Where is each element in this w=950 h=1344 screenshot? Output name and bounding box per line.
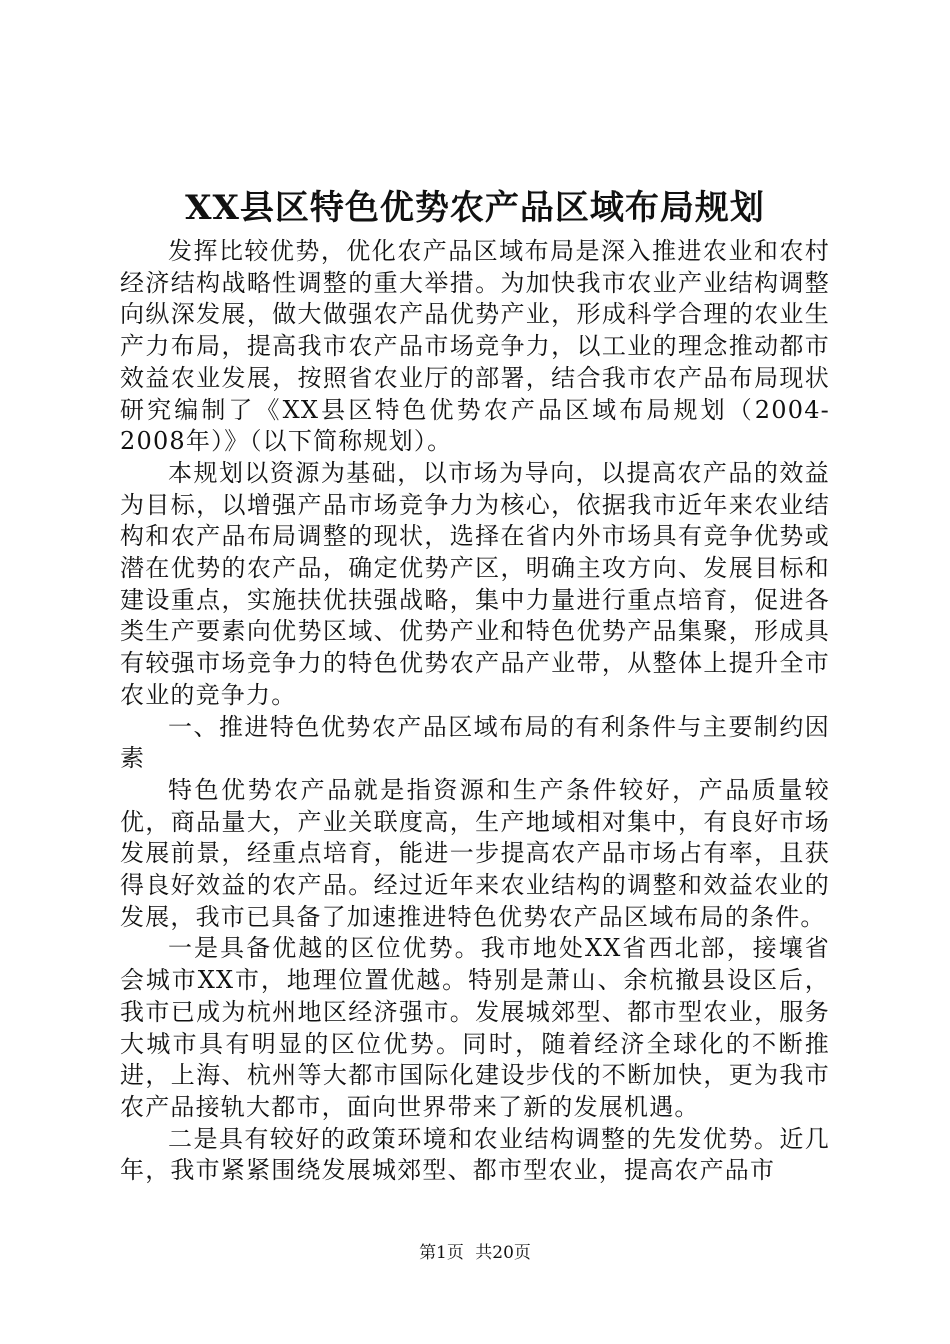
paragraph-location-advantage: 一是具备优越的区位优势。我市地处XX省西北部，接壤省会城市XX市，地理位置优越。特别是萧山、余杭撤县设区后，我市已成为杭州地区经济强市。发展城郊型、都市型农业，服务大城市具有明显的区位优势。同时，随着经济全球化的不断推进，上海、杭州等大都市国际化建设步伐的不断加快，更为我市农产品接轨大都市，面向世界带来了新的发展机遇。 (120, 934, 830, 1121)
paragraph-definition: 特色优势农产品就是指资源和生产条件较好，产品质量较优，商品量大，产业关联度高，生产地域相对集中，有良好市场发展前景，经重点培育，能进一步提高农产品市场占有率，且获得良好效益的农产品。经过近年来农业结构的调整和效益农业的发展，我市已具备了加速推进特色优势农产品区域布局的条件。 (120, 775, 830, 931)
page-footer (0, 1241, 950, 1265)
document-body (120, 236, 830, 1187)
page-total: 共20页 (475, 1243, 531, 1263)
paragraph-plan-basis: 本规划以资源为基础，以市场为导向，以提高农产品的效益为目标，以增强产品市场竞争力为核心，依据我市近年来农业结构和农产品布局调整的现状，选择在省内外市场具有竞争优势或潜在优势的农产品，确定优势产区，明确主攻方向、发展目标和建设重点，实施扶优扶强战略，集中力量进行重点培育，促进各类生产要素向优势区域、优势产业和特色优势产品集聚，形成具有较强市场竞争力的特色优势农产品产业带，从整体上提升全市农业的竞争力。 (120, 458, 830, 709)
paragraph-policy-advantage: 二是具有较好的政策环境和农业结构调整的先发优势。近几年，我市紧紧围绕发展城郊型、都市型农业，提高农产品市 (120, 1124, 830, 1185)
section-heading-1: 一、推进特色优势农产品区域布局的有利条件与主要制约因素 (120, 712, 830, 773)
page-number: 第1页 (419, 1243, 464, 1263)
document-title: XX县区特色优势农产品区域布局规划 (185, 188, 765, 228)
paragraph-intro: 发挥比较优势，优化农产品区域布局是深入推进农业和农村经济结构战略性调整的重大举措。为加快我市农业产业结构调整向纵深发展，做大做强农产品优势产业，形成科学合理的农业生产力布局，提高我市农产品市场竞争力，以工业的理念推动都市效益农业发展，按照省农业厅的部署，结合我市农产品布局现状研究编制了《XX县区特色优势农产品区域布局规划（2004-2008年）》（以下简称规划）。 (120, 237, 830, 456)
